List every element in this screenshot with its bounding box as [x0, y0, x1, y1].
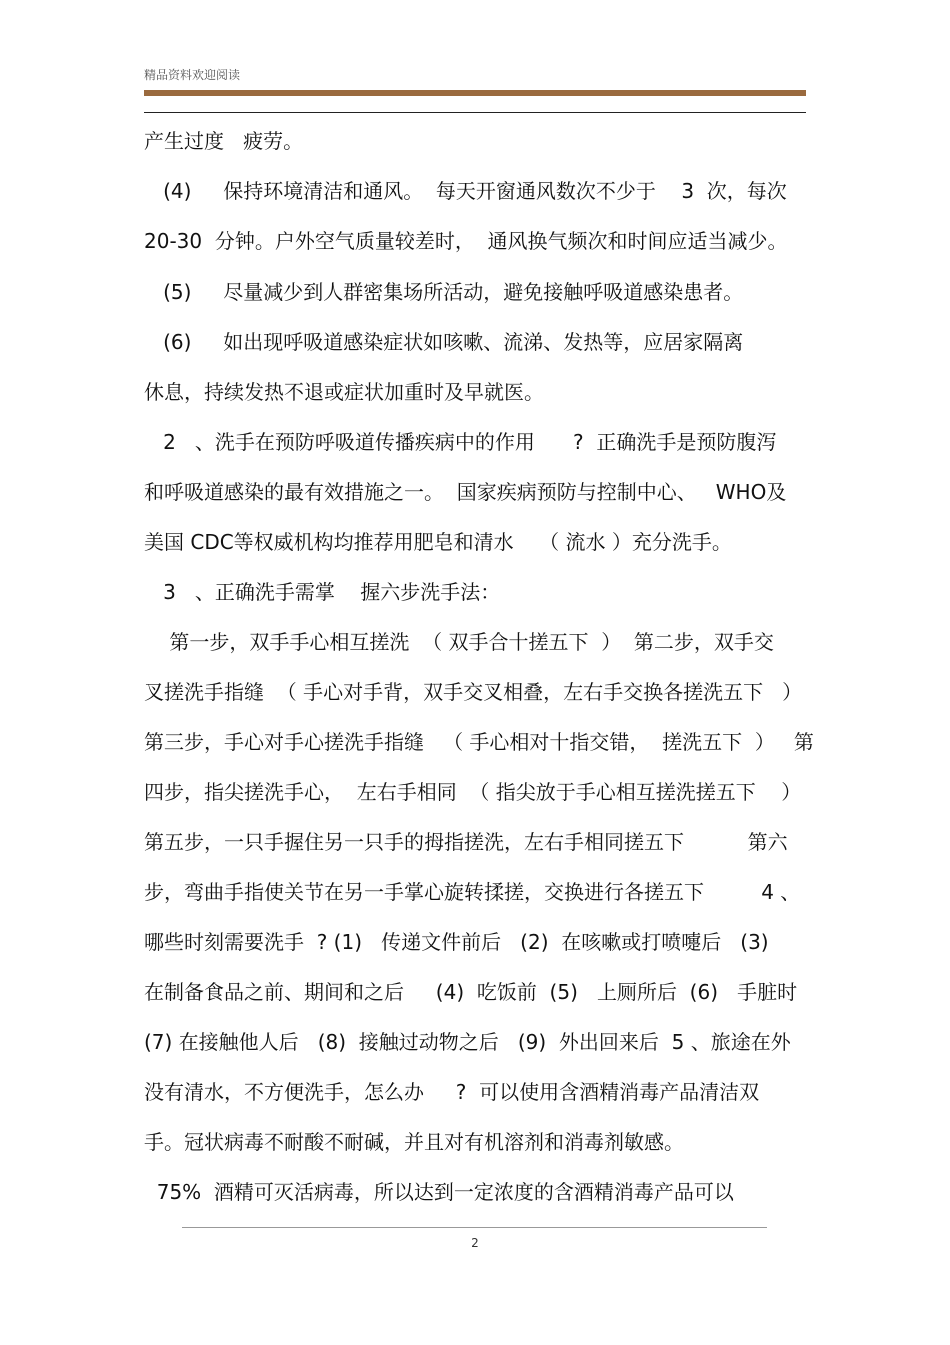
body-line: 2 、洗手在预防呼吸道传播疾病中的作用 ? 正确洗手是预防腹泻 — [144, 430, 777, 454]
body-line: (5) 尽量减少到人群密集场所活动，避免接触呼吸道感染患者。 — [144, 280, 744, 304]
body-line: 和呼吸道感染的最有效措施之一。 国家疾病预防与控制中心、 WHO及 — [144, 480, 787, 504]
body-line: 3 、正确洗手需掌 握六步洗手法： — [144, 580, 501, 604]
body-line: 美国 CDC等权威机构均推荐用肥皂和清水 （ 流水 ）充分洗手。 — [144, 530, 732, 554]
body-line: 第一步，双手手心相互搓洗 （ 双手合十搓五下 ） 第二步，双手交 — [144, 630, 774, 654]
footer-rule — [182, 1227, 767, 1228]
body-line: 手。冠状病毒不耐酸不耐碱，并且对有机溶剂和消毒剂敏感。 — [144, 1130, 684, 1154]
body-line: 叉搓洗手指缝 （ 手心对手背，双手交叉相叠，左右手交换各搓洗五下 ） — [144, 680, 803, 704]
body-line: 产生过度 疲劳。 — [144, 129, 304, 153]
body-line: 步，弯曲手指使关节在另一手掌心旋转揉搓，交换进行各搓五下 4 、 — [144, 880, 801, 904]
body-line: 第三步，手心对手心搓洗手指缝 （ 手心相对十指交错， 搓洗五下 ） 第 — [144, 730, 814, 754]
body-line: 没有清水，不方便洗手，怎么办 ? 可以使用含酒精消毒产品清洁双 — [144, 1080, 760, 1104]
body-line: 20-30 分钟。户外空气质量较差时， 通风换气频次和时间应适当减少。 — [144, 229, 788, 253]
body-line: 75% 酒精可灭活病毒，所以达到一定浓度的含酒精消毒产品可以 — [144, 1180, 734, 1204]
page-header: 精品资料欢迎阅读 — [144, 68, 241, 82]
header-rule-thin — [144, 112, 806, 113]
body-line: 四步，指尖搓洗手心， 左右手相同 （ 指尖放于手心相互搓洗搓五下 ） — [144, 780, 802, 804]
body-line: (6) 如出现呼吸道感染症状如咳嗽、流涕、发热等，应居家隔离 — [144, 330, 744, 354]
body-line: 哪些时刻需要洗手 ? (1) 传递文件前后 (2) 在咳嗽或打喷嚏后 (3) — [144, 930, 769, 954]
body-line: (4) 保持环境清洁和通风。 每天开窗通风数次不少于 3 次，每次 — [144, 179, 787, 203]
body-line: 在制备食品之前、期间和之后 (4) 吃饭前 (5) 上厕所后 (6) 手脏时 — [144, 980, 798, 1004]
body-line: (7) 在接触他人后 (8) 接触过动物之后 (9) 外出回来后 5 、旅途在外 — [144, 1030, 791, 1054]
header-rule-brown — [144, 90, 806, 96]
page-number: 2 — [471, 1236, 479, 1250]
body-line: 第五步，一只手握住另一只手的拇指搓洗，左右手相同搓五下 第六 — [144, 830, 788, 854]
body-line: 休息，持续发热不退或症状加重时及早就医。 — [144, 380, 544, 404]
